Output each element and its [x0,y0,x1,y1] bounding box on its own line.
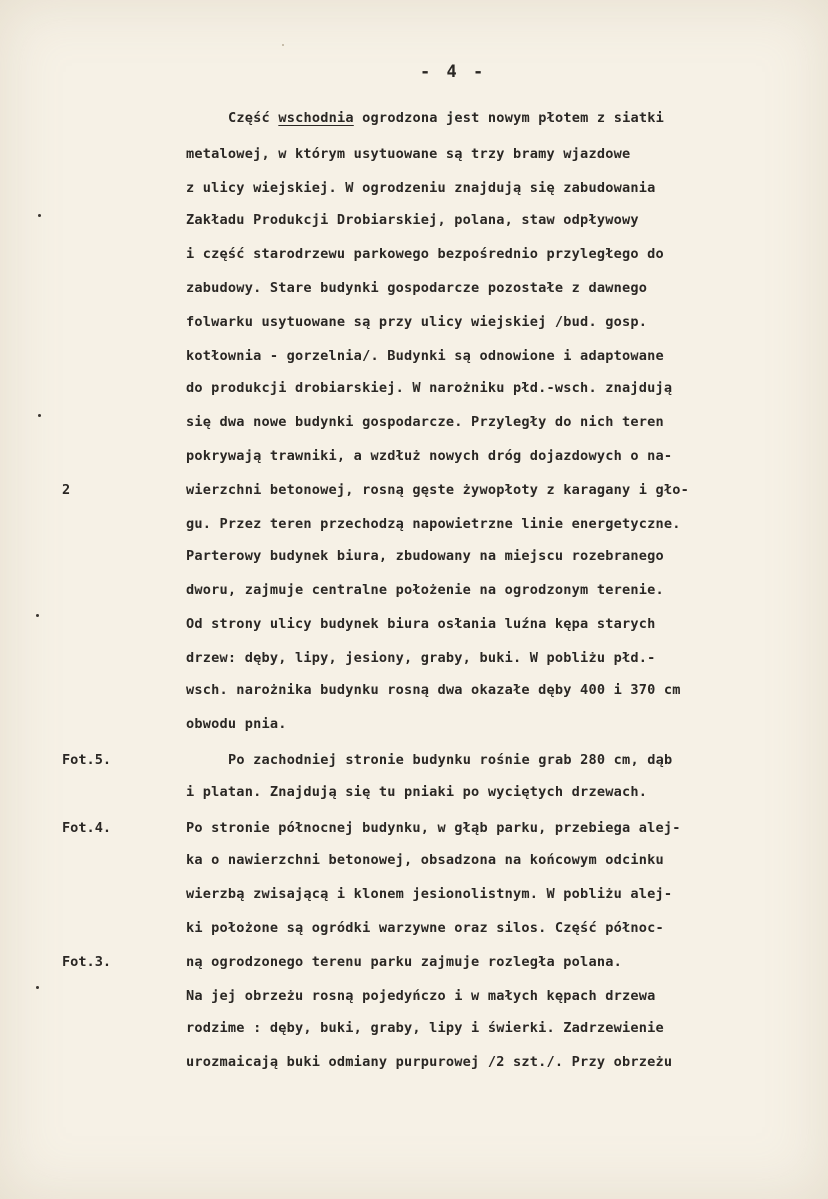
text-line-22: Po stronie północnej budynku, w głąb parku, przebiega alej- [186,820,681,836]
text-line-9: do produkcji drobiarskiej. W narożniku płd.-wsch. znajdują [186,380,673,396]
text-line-20: Po zachodniej stronie budynku rośnie grab 280 cm, dąb [228,752,673,768]
text-line-17: drzew: dęby, lipy, jesiony, graby, buki. W pobliżu płd.- [186,650,656,666]
text-line-11: pokrywają trawniki, a wzdłuż nowych dróg dojazdowych o na- [186,448,673,464]
text-line-15: dworu, zajmuje centralne położenie na ogrodzonym terenie. [186,582,664,598]
text-line-16: Od strony ulicy budynek biura osłania luźna kępa starych [186,616,656,632]
text-line-5: i część starodrzewu parkowego bezpośrednio przyległego do [186,246,664,262]
text-line-4: Zakładu Produkcji Drobiarskiej, polana, staw odpływowy [186,212,639,228]
text-line-19: obwodu pnia. [186,716,287,732]
margin-note-fot4: Fot.4. [62,820,112,836]
scan-speck [282,44,284,46]
text-line-29: urozmaicają buki odmiany purpurowej /2 szt./. Przy obrzeżu [186,1054,673,1070]
scan-speck [36,986,39,989]
text-line-1 [228,108,664,128]
text-line-13: gu. Przez teren przechodzą napowietrzne linie energetyczne. [186,516,681,532]
text-line-12: wierzchni betonowej, rosną gęste żywopłoty z karagany i gło- [186,482,690,498]
underlined-word: wschodnia [278,110,354,126]
page-number: - 4 - [420,62,487,82]
text-line-24: wierzbą zwisającą i klonem jesionolistnym. W pobliżu alej- [186,886,673,902]
text-line-28: rodzime : dęby, buki, graby, lipy i świerki. Zadrzewienie [186,1020,664,1036]
margin-note-2: 2 [62,482,71,498]
text-line-21: i platan. Znajdują się tu pniaki po wyciętych drzewach. [186,784,648,800]
text-line-7: folwarku usytuowane są przy ulicy wiejskiej /bud. gosp. [186,314,648,330]
text-line-25: ki położone są ogródki warzywne oraz silos. Część północ- [186,920,664,936]
scan-speck [38,414,41,417]
margin-note-fot3: Fot.3. [62,954,112,970]
text-line-10: się dwa nowe budynki gospodarcze. Przyległy do nich teren [186,414,664,430]
text-line-23: ka o nawierzchni betonowej, obsadzona na końcowym odcinku [186,852,664,868]
text-line-3: z ulicy wiejskiej. W ogrodzeniu znajdują się zabudowania [186,180,656,196]
text-line-8: kotłownia - gorzelnia/. Budynki są odnowione i adaptowane [186,348,664,364]
text-line-14: Parterowy budynek biura, zbudowany na miejscu rozebranego [186,548,664,564]
text-line-2: metalowej, w którym usytuowane są trzy bramy wjazdowe [186,146,631,162]
scan-speck [36,614,39,617]
text-line-18: wsch. narożnika budynku rosną dwa okazałe dęby 400 i 370 cm [186,682,681,698]
text-line-26: ną ogrodzonego terenu parku zajmuje rozległa polana. [186,954,622,970]
text-line-27: Na jej obrzeżu rosną pojedyńczo i w małych kępach drzewa [186,988,656,1004]
text-segment: ogrodzona jest nowym płotem z siatki [353,110,664,126]
text-line-6: zabudowy. Stare budynki gospodarcze pozostałe z dawnego [186,280,648,296]
margin-note-fot5: Fot.5. [62,752,112,768]
scan-speck [38,214,41,217]
text-segment: Część [228,110,279,126]
